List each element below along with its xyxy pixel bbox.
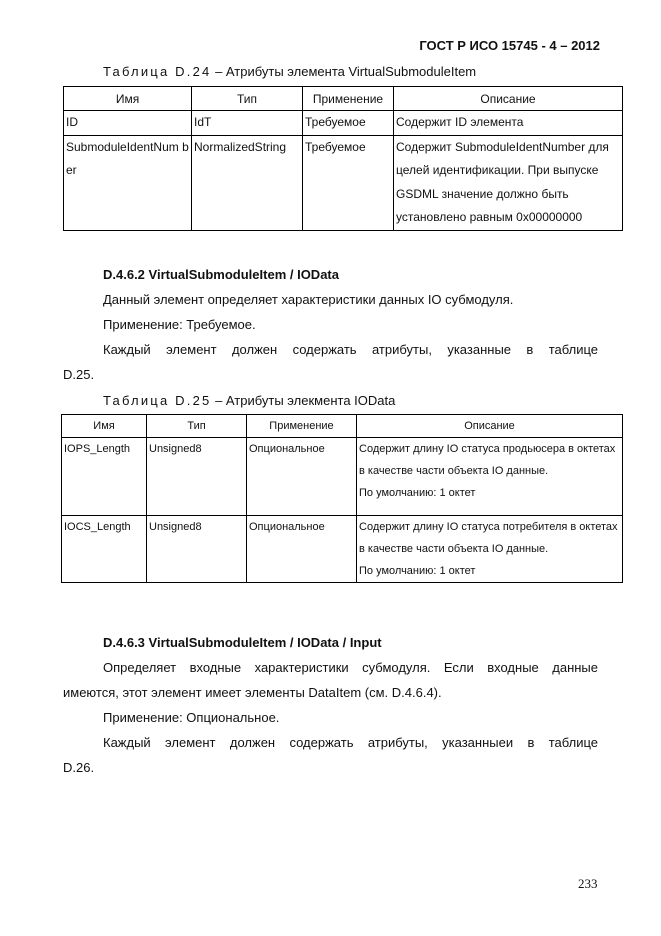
paragraph: Каждый элемент должен содержать атрибуты, указанные в таблице	[103, 342, 598, 357]
column-header-description: Описание	[357, 415, 623, 438]
paragraph: Определяет входные характеристики субмодуля. Если входные данные	[103, 660, 598, 675]
table-header-row	[64, 87, 623, 111]
page-number: 233	[578, 876, 598, 891]
section-heading-d463: D.4.6.3 VirtualSubmoduleItem / IOData / Input	[103, 635, 382, 650]
table-d24-caption	[103, 64, 476, 79]
column-header-description: Описание	[394, 87, 623, 111]
table-row	[62, 438, 623, 516]
paragraph-continuation: D.26.	[63, 760, 95, 775]
cell-description-default: По умолчанию: 1 октет	[359, 565, 476, 577]
table-d25-caption-number: Таблица D.25	[103, 393, 212, 408]
paragraph: Каждый элемент должен содержать атрибуты, указанныеи в таблице	[103, 735, 598, 750]
column-header-type: Тип	[147, 415, 247, 438]
cell-usage: Требуемое	[303, 111, 394, 136]
cell-description: Содержит SubmoduleIdentNumber для целей идентификации. При выпуске GSDML значение должно быть установлено равным 0x00000000	[394, 135, 623, 230]
column-header-usage: Применение	[247, 415, 357, 438]
table-d24	[63, 86, 623, 231]
column-header-usage: Применение	[303, 87, 394, 111]
table-row	[64, 135, 623, 230]
cell-description	[357, 516, 623, 583]
table-row	[64, 111, 623, 136]
column-header-name: Имя	[62, 415, 147, 438]
table-row	[62, 516, 623, 583]
cell-type: IdT	[192, 111, 303, 136]
cell-type: NormalizedString	[192, 135, 303, 230]
table-header-row	[62, 415, 623, 438]
paragraph-continuation: имеются, этот элемент имеет элементы DataItem (см. D.4.6.4).	[63, 685, 442, 700]
cell-name: IOCS_Length	[62, 516, 147, 583]
paragraph: Применение: Опциональное.	[103, 710, 280, 725]
column-header-type: Тип	[192, 87, 303, 111]
table-d25-caption	[103, 393, 395, 408]
table-d25	[61, 414, 623, 583]
cell-type: Unsigned8	[147, 438, 247, 516]
cell-name: SubmoduleIdentNum ber	[64, 135, 192, 230]
paragraph-continuation: D.25.	[63, 367, 95, 382]
paragraph: Применение: Требуемое.	[103, 317, 256, 332]
table-d24-caption-title: – Атрибуты элемента VirtualSubmoduleItem	[211, 64, 477, 79]
document-header: ГОСТ Р ИСО 15745 - 4 – 2012	[419, 38, 600, 53]
cell-usage: Опциональное	[247, 438, 357, 516]
paragraph: Данный элемент определяет характеристики данных IO субмодуля.	[103, 292, 514, 307]
cell-description: Содержит ID элемента	[394, 111, 623, 136]
table-d24-caption-number: Таблица D.24	[103, 64, 212, 79]
cell-description-text: Содержит длину IO статуса потребителя в октетах в качестве части объекта IO данные.	[359, 521, 618, 555]
cell-description	[357, 438, 623, 516]
cell-name: ID	[64, 111, 192, 136]
cell-usage: Опциональное	[247, 516, 357, 583]
cell-usage: Требуемое	[303, 135, 394, 230]
cell-type: Unsigned8	[147, 516, 247, 583]
cell-name: IOPS_Length	[62, 438, 147, 516]
cell-description-default: По умолчанию: 1 октет	[359, 487, 476, 499]
table-d25-caption-title: – Атрибуты элекмента IOData	[211, 393, 396, 408]
section-heading-d462: D.4.6.2 VirtualSubmoduleItem / IOData	[103, 267, 339, 282]
column-header-name: Имя	[64, 87, 192, 111]
cell-description-text: Содержит длину IO статуса продьюсера в октетах в качестве части объекта IO данные.	[359, 443, 616, 477]
